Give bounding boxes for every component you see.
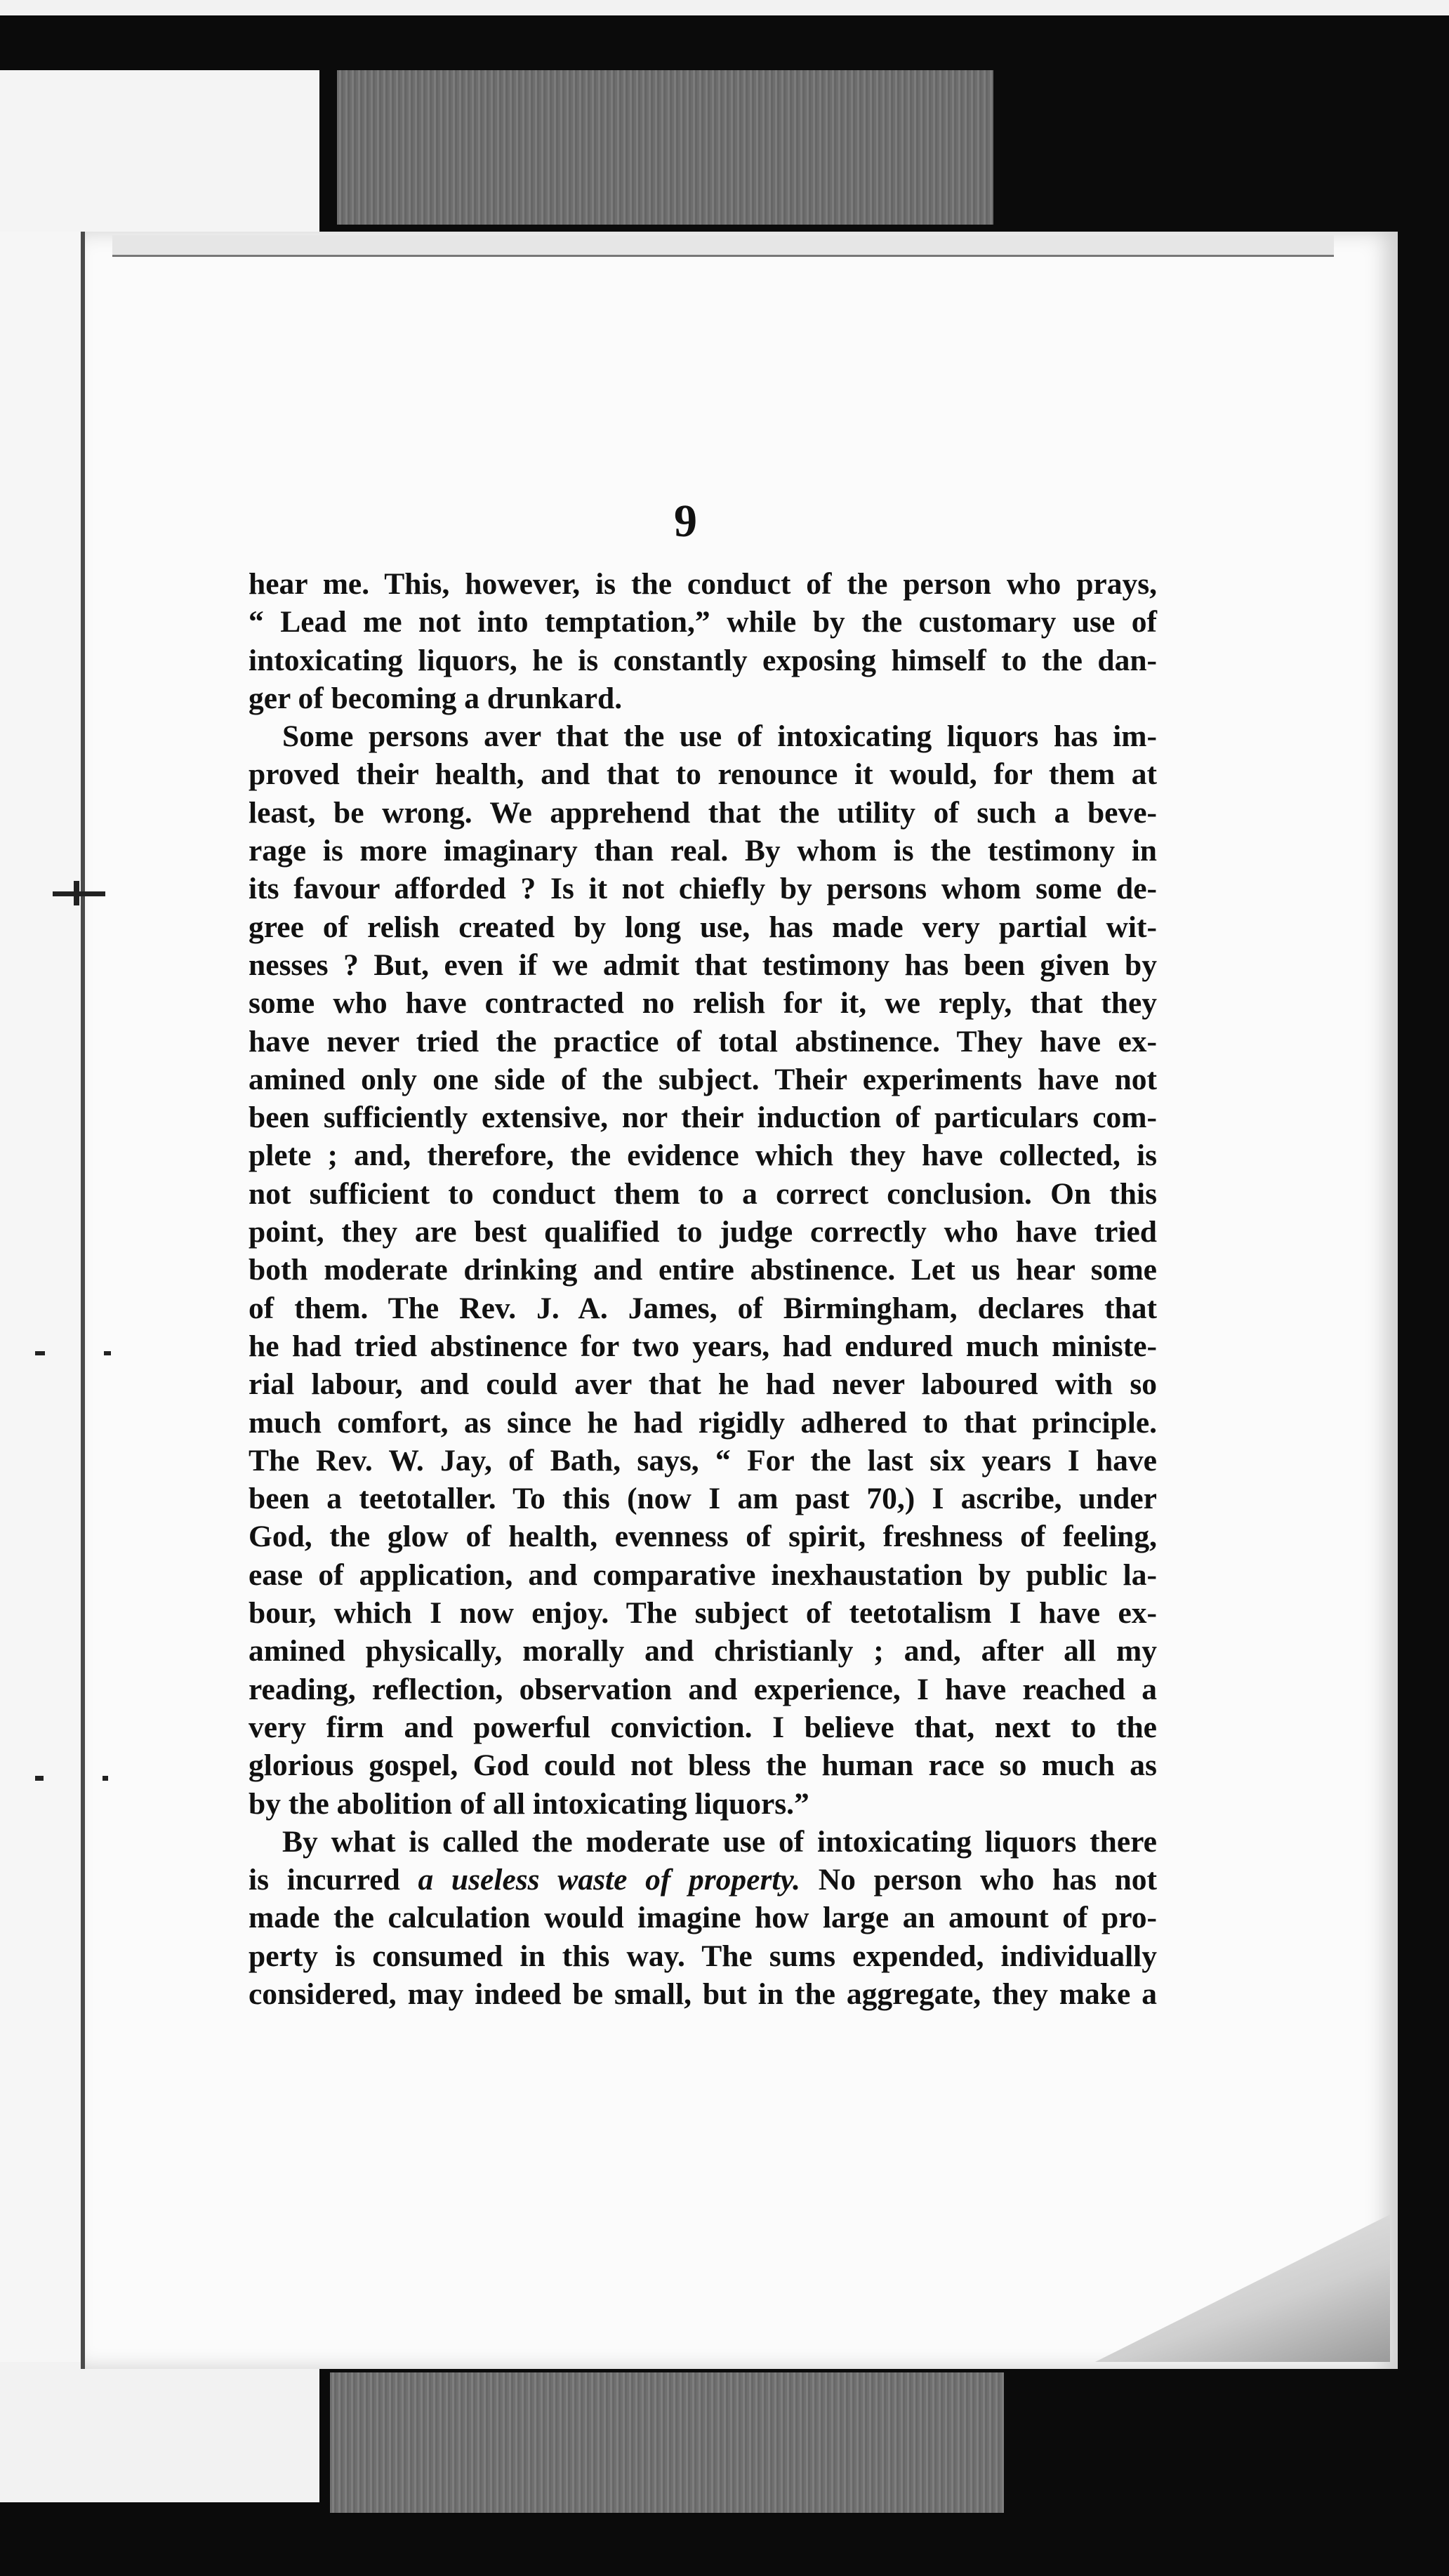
text-line: gree of relish created by long use, has made very partial wit- <box>249 910 1157 944</box>
text-segment: is incurred <box>249 1863 400 1897</box>
text-line: by the abolition of all intoxicating liquors.” <box>249 1786 809 1821</box>
text-line: glorious gospel, God could not bless the human race so much as <box>249 1748 1157 1783</box>
emphasis-phrase: a useless waste of property. <box>418 1863 801 1897</box>
margin-mark <box>35 1351 45 1355</box>
adjacent-leaf-bottom <box>0 2362 319 2502</box>
text-line: ease of application, and comparative inexhaustation by public la- <box>249 1558 1157 1592</box>
text-line: ger of becoming a drunkard. <box>249 681 623 715</box>
text-line: By what is called the moderate use of intoxicating liquors there <box>282 1824 1157 1859</box>
text-line: point, they are best qualified to judge correctly who have tried <box>249 1215 1157 1249</box>
text-line: reading, reflection, observation and experience, I have reached a <box>249 1672 1157 1706</box>
scanner-bed-top <box>337 70 993 225</box>
text-line: considered, may indeed be small, but in the aggregate, they make a <box>249 1977 1157 2011</box>
text-line: amined only one side of the subject. Their experiments have not <box>249 1062 1157 1096</box>
text-line: The Rev. W. Jay, of Bath, says, “ For the last six years I have <box>249 1443 1157 1478</box>
text-line: have never tried the practice of total abstinence. They have ex- <box>249 1024 1157 1058</box>
text-line: Some persons aver that the use of intoxicating liquors has im- <box>282 719 1157 754</box>
text-line: he had tried abstinence for two years, had endured much ministe- <box>249 1329 1157 1363</box>
text-line-mixed <box>249 1861 1157 1899</box>
text-line: perty is consumed in this way. The sums expended, individually <box>249 1939 1157 1973</box>
text-line: rage is more imaginary than real. By whom is the testimony in <box>249 834 1157 868</box>
page-top-edge <box>112 235 1334 257</box>
text-line: nesses ? But, even if we admit that testimony has been given by <box>249 948 1157 982</box>
text-line: of them. The Rev. J. A. James, of Birmingham, declares that <box>249 1291 1157 1325</box>
paragraph-2 <box>249 717 1157 1823</box>
text-line: hear me. This, however, is the conduct of the person who prays, <box>249 567 1157 601</box>
margin-mark <box>102 1776 108 1781</box>
margin-mark <box>35 1776 44 1781</box>
text-line: proved their health, and that to renounce it would, for them at <box>249 757 1157 792</box>
text-line: not sufficient to conduct them to a correct conclusion. On this <box>249 1176 1157 1211</box>
body-text <box>249 565 1157 2013</box>
paragraph-3 <box>249 1823 1157 2013</box>
text-line: least, be wrong. We apprehend that the utility of such a beve- <box>249 795 1157 830</box>
page-number: 9 <box>674 496 697 547</box>
text-line: been sufficiently extensive, nor their induction of particulars com- <box>249 1101 1157 1135</box>
scanner-bed-bottom <box>330 2372 1004 2513</box>
text-line: “ Lead me not into temptation,” while by the customary use of <box>249 605 1157 639</box>
text-line: God, the glow of health, evenness of spirit, freshness of feeling, <box>249 1520 1157 1554</box>
text-line: rial labour, and could aver that he had never laboured with so <box>249 1367 1157 1402</box>
text-line: been a teetotaller. To this (now I am past 70,) I ascribe, under <box>249 1482 1157 1516</box>
scan-top-strip <box>0 0 1449 15</box>
text-line: both moderate drinking and entire abstinence. Let us hear some <box>249 1253 1157 1287</box>
margin-mark <box>74 881 79 905</box>
paragraph-1 <box>249 565 1157 717</box>
text-segment: No person who has not <box>818 1863 1157 1897</box>
text-line: bour, which I now enjoy. The subject of teetotalism I have ex- <box>249 1596 1157 1631</box>
text-line: plete ; and, therefore, the evidence which they have collected, is <box>249 1138 1157 1173</box>
text-line: some who have contracted no relish for it, we reply, that they <box>249 986 1157 1021</box>
text-line: very firm and powerful conviction. I believe that, next to the <box>249 1710 1157 1744</box>
text-line: amined physically, morally and christianly ; and, after all my <box>249 1634 1157 1668</box>
margin-mark <box>104 1351 111 1355</box>
text-line: made the calculation would imagine how large an amount of pro- <box>249 1901 1157 1935</box>
text-line: its favour afforded ? Is it not chiefly by persons whom some de- <box>249 872 1157 906</box>
text-line: intoxicating liquors, he is constantly exposing himself to the dan- <box>249 643 1157 677</box>
text-line: much comfort, as since he had rigidly adhered to that principle. <box>249 1405 1157 1440</box>
adjacent-leaf-top <box>0 70 319 239</box>
